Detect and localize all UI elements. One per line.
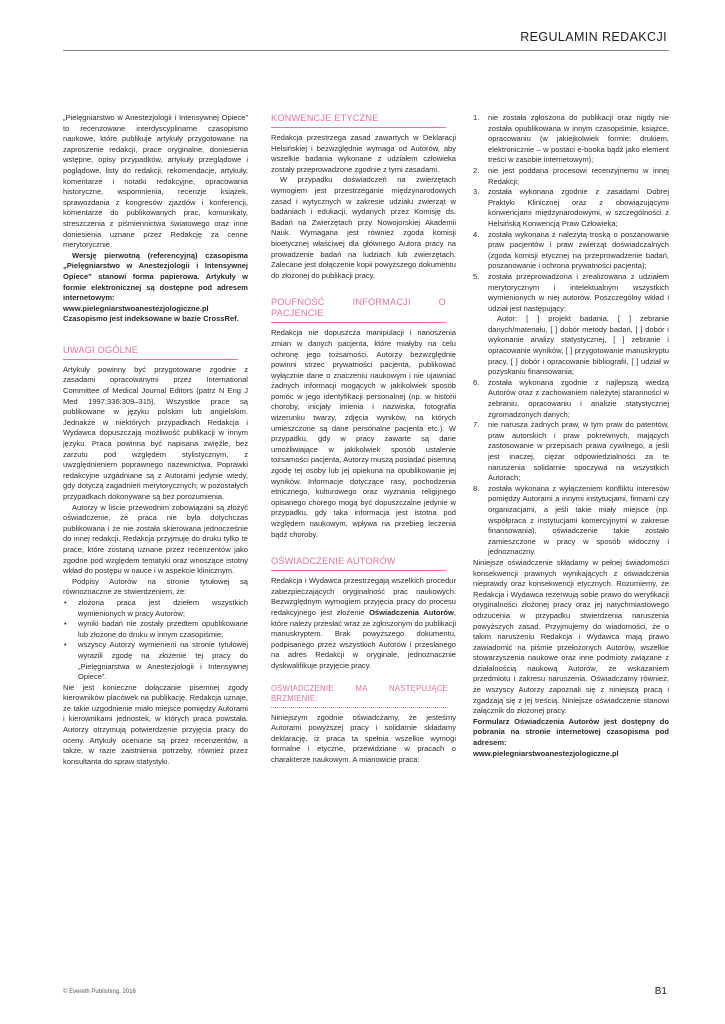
version-note: Wersję pierwotną (referencyjną) czasopisma „Pielęgniarstwo w Anestezjologii i Intensywnej Opiece” stanowi forma papierowa. Artykuły w formie elektronicznej są dostępne pod adresem internetowym: [63,250,248,303]
section-heading-ethics: KONWENCJE ETYCZNE [271,113,446,128]
list-item: 3. została wykonana zgodnie z zasadami Dobrej Praktyki Klinicznej oraz z obowiązującymi konwencjami międzynarodowymi, w szczególności z Helsińską Konwencją Praw Człowieka; [473,187,669,228]
general-remarks-paragraph-4: Nie jest konieczne dołączanie pisemnej zgody kierowników placówek na publikację. Redakcja uznaje, że takie uzgodnienie miało miejsce pomiędzy Autorami i kierownikami jednostek, w których praca powstała. Autorzy otrzymują potwierdzenie przyjęcia pracy do oceny. Artykuły oceniane są przez recenzentów, a także, w razie zaistnienia potrzeby, również przez konsultanta do spraw statystyki. [63,682,248,766]
statement-items-list [473,113,669,558]
intro-paragraph: „Pielęgniarstwo w Anestezjologii i Intensywnej Opiece” to recenzowane interdyscyplinarne czasopismo naukowe, które publikuje artykuły przygotowane na zaproszenie redakcji, prace oryginalne, doniesienia wstępne, opisy przypadków, artykuły przeglądowe i poglądowe, listy do redakcji, rekomendacje, artykuły, komentarze i notatki redakcyjne, opracowania historyczne, wspomnienia, recenzje książek, sprawozdania z kongresów zjazdów i konferencji, komentarze do publikowanych prac, komunikaty, streszczenia z piśmiennictwa światowego oraz inne doniesienia uznane przez Redakcję za cenne merytorycznie. [63,113,248,250]
author-signature-list [63,598,248,683]
indexing-note: Czasopismo jest indeksowane w bazie CrossRef. [63,314,239,324]
list-item: 5. została przeprowadzona i zrealizowana z udziałem merytorycznym i intelektualnym wszystkich wymienionych w niej autorów. Poszczególny wkład i udział jest następujący: Autor: [ ] projekt badania, [ ] zebranie danych/materiału, [ ] dobór metody badań, [ ] dobór i wykonanie analizy statystycznej, [ ] zebranie i opracowanie wyników, [ ] przygotowanie manuskryptu pracy, [ ] dobór i opracowanie bibliografii, [ ] udział w pozyskaniu finansowania; [473,271,669,377]
closing-paragraph: Niniejsze oświadczenie składamy w pełnej świadomości konsekwencji prawnych wynikających z oświadczenia nieprawdy oraz konsekwencji etycznych. Rozumiemy, że Redakcja i Wydawca rezerwują sobie prawo do weryfikacji oryginalności złożonej pracy oraz jej natychmiastowego odrzucenia w przypadku stwierdzenia naruszenia powyższych zasad. Przyjmujemy do wiadomości, że o takim naruszeniu Redakcja i Wydawca mają prawo zawiadomić na piśmie przełożonych Autorów, wszelkie stowarzyszenia naukowe oraz inne podmioty związane z działalnością naukową Autorów, ze wskazaniem przedmiotu i zakresu naruszenia. Oświadczamy również, że wszyscy Autorzy zapoznali się z niniejszą pracą i zgadzają się z jej treścią. Niniejsze oświadczenie stanowi załącznik do złożonej pracy. [473,557,669,716]
footer-copyright: © Evereth Publishing, 2016 [63,989,136,995]
contribution-checklist: Autor: [ ] projekt badania, [ ] zebranie danych/materiału, [ ] dobór metody badań, [ ] dobór i wykonanie analizy statystycznej, [ ] zebranie i opracowanie wyników, [ ] przygotowanie manuskryptu pracy, [ ] dobór i opracowanie bibliografii, [ ] udział w pozyskaniu finansowania; [488,314,669,377]
list-item: • wyniki badań nie zostały przedtem opublikowane lub złożone do druku w innym czasopiśmie; [63,619,248,640]
running-header: REGULAMIN REDAKCJI [520,30,667,44]
ethics-paragraph-1: Redakcja przestrzega zasad zawartych w Deklaracji Helsińskiej i bezwzględnie wymaga od Autorów, aby wszelkie badania wykonane z udziałem człowieka zostały przeprowadzone zgodnie z tymi zasadami. [271,133,456,174]
author-statement-paragraph: Redakcja i Wydawca przestrzegają wszelkich procedur zabezpieczających oryginalność prac naukowych. Bezwzględnym wymogiem przyjęcia pracy do procesu redakcyjnego jest złożenie Oświadczenia Autorów, które należy przesłać wraz ze zgłoszonym do publikacji manuskryptem. Brak powyższego dokumentu, podpisanego przez wszystkich Autorów i przesłanego na adres Redakcji w oryginale, jednoznacznie dyskwalifikuje przyjęcie pracy. [271,576,456,670]
form-availability-note: Formularz Oświadczenia Autorów jest dostępny do pobrania na stronie internetowej czasopisma pod adresem: [473,716,669,748]
list-item: 6. została wykonana zgodnie z najlepszą wiedzą Autorów oraz z zachowaniem należytej staranności w zebraniu, opracowaniu i analizie statystycznej zgromadzonych danych; [473,377,669,419]
column-left [63,113,248,767]
list-item: 8. została wykonana z wyłączeniem konfliktu interesów pomiędzy Autorami a innymi instytucjami, firmami czy organizacjami, a jeśli takie miały miejsce (np. współpraca z instytucjami komercyjnymi w zakresie finansowania), oświadczenie takie zostało zamieszczone w pracy w sposób widoczny i jednoznaczny. [473,483,669,557]
column-right [473,113,669,759]
patient-privacy-paragraph: Redakcja nie dopuszcza manipulacji i nanoszenia zmian w danych pacjenta, które miałyby na celu ochronę jego tożsamości. Autorzy bezwzględnie powinni strzec prywatności pacjenta, publikować wyłącznie dane o znaczeniu naukowym i nie ujawniać żadnych informacji mogących w jakikolwiek sposób pomóc w jego identyfikacji personalnej (np. w historii choroby, inicjały imienia i nazwiska, fotografia wizerunku twarzy, zdjęcia wyników, na których umieszczone są dane personalne pacjenta etc.). W przypadku, gdy w pracy zawarte są dane umożliwiające w jakikolwiek sposób ustalenie tożsamości pacjenta, Autorzy muszą posiadać pisemną zgodę tej osoby lub jej opiekuna na opublikowanie jej wyników. Informacje dotyczące rasy, pochodzenia etnicznego, kulturowego oraz wyznania religijnego opisanego chorego mogą być dopuszczalne jedynie w przypadku, gdy taka informacja jest istotna pod względem naukowym, wpływa na przebieg leczenia bądź choroby. [271,328,456,539]
list-item: • złożona praca jest dziełem wszystkich wymienionych w pracy Autorów; [63,598,248,619]
list-item: 7. nie narusza żadnych praw, w tym praw do patentów, praw autorskich i praw pokrewnych, mających zastosowanie w przepisach prawa cywilnego, a jeśli jest inaczej, ciężar odpowiedzialności za te naruszenia solidarnie spoczywa na wszystkich Autorach; [473,420,669,483]
list-item: 2. nie jest poddana procesowi recenzyjnemu w innej Redakcji; [473,165,669,186]
header-rule [63,50,669,51]
column-middle [271,113,456,766]
general-remarks-paragraph-1: Artykuły powinny być przygotowane zgodnie z zasadami opracowanymi przez International Committee of Medical Journal Editors (patrz N Eng J Med 1997;336:309–315). Wszystkie prace są publikowane w języku polskim lub angielskim. Jednakże w niektórych przypadkach Redakcja i Wydawca dopuszczają możliwość publikacji w innym języku. Praca powinna być napisana zwięźle, bez zarzutu pod względem stylistycznym, z uwzględnieniem poprawnego nazewnictwa. Poprawki redakcyjne uzgadniane są z Autorami jedynie wtedy, gdy dotyczą zagadnień merytorycznych; w pozostałych przypadkach dokonywane są bez porozumienia. [63,364,248,501]
subheading-statement-wording: OŚWIADCZENIE MA NASTĘPUJĄCE BRZMIENIE: [271,684,448,708]
general-remarks-paragraph-2: Autorzy w liście przewodnim zobowiązani są złożyć oświadczenie, że praca nie była dotychczas publikowana i że nie została skierowana jednocześnie do innej redakcji. Redakcja przyjmuje do druku tylko te prace, które zostaną uznane przez recenzentów jako zgodne pod względem tematyki oraz wnoszące istotny wkład do postępu w nauce i w aspekcie klinicznym. [63,502,248,576]
list-item: 4. została wykonana z należytą troską o poszanowanie praw pacjentów i praw zwierząt doświadczalnych (zgoda komisji etycznej na przeprowadzenie badań, poszanowanie i ochrona prywatności pacjenta); [473,229,669,271]
section-heading-patient-privacy: POUFNOŚĆ INFORMACJI O PACJENCIE [271,297,446,323]
page-number: B1 [654,986,667,997]
section-heading-general-remarks: UWAGI OGÓLNE [63,345,238,360]
ethics-paragraph-2: W przypadku doświadczeń na zwierzętach wymogiem jest przestrzeganie międzynarodowych zasad i wytycznych w zakresie udziału zwierząt w badaniach i edukacji, wydanych przez Komisję ds. Badań na Zwierzętach przy Nowojorskiej Akademii Nauk. Wymagana jest również zgoda komisji bioetycznej właściwej dla głównego Autora pracy na prowadzenie badań na ludziach lub zwierzętach. Zalecane jest dołączenie kopii powyższego dokumentu do złożonej do publikacji pracy. [271,175,456,280]
list-item: • wszyscy Autorzy wymienieni na stronie tytułowej wyrazili zgodę na złożenie tej pracy do „Pielęgniarstwa w Anestezjologii i Intensywnej Opiece”. [63,640,248,682]
statement-wording-paragraph: Niniejszym zgodnie oświadczamy, że jesteśmy Autorami powyższej pracy i solidarnie składamy deklarację, iż praca ta spełnia wszelkie wymogi formalne i etyczne, przewidziane w pracach o charakterze naukowym. A mianowicie praca: [271,712,456,764]
list-item: 1. nie została zgłoszona do publikacji oraz nigdy nie została opublikowana w innym czasopiśmie, książce, opracowaniu (w jakiejkolwiek formie: drukiem, elektronicznie – w postaci e-booka bądź jako element treści w zasobie internetowym); [473,113,669,165]
section-heading-author-statement: OŚWIADCZENIE AUTORÓW [271,556,446,571]
journal-url[interactable]: www.pielegniarstwoanestezjologiczne.pl [63,303,209,313]
form-url[interactable]: www.pielegniarstwoanestezjologiczne.pl [473,748,619,758]
general-remarks-paragraph-3: Podpisy Autorów na stronie tytułowej są równoznaczne ze stwierdzeniem, że: [63,576,248,597]
